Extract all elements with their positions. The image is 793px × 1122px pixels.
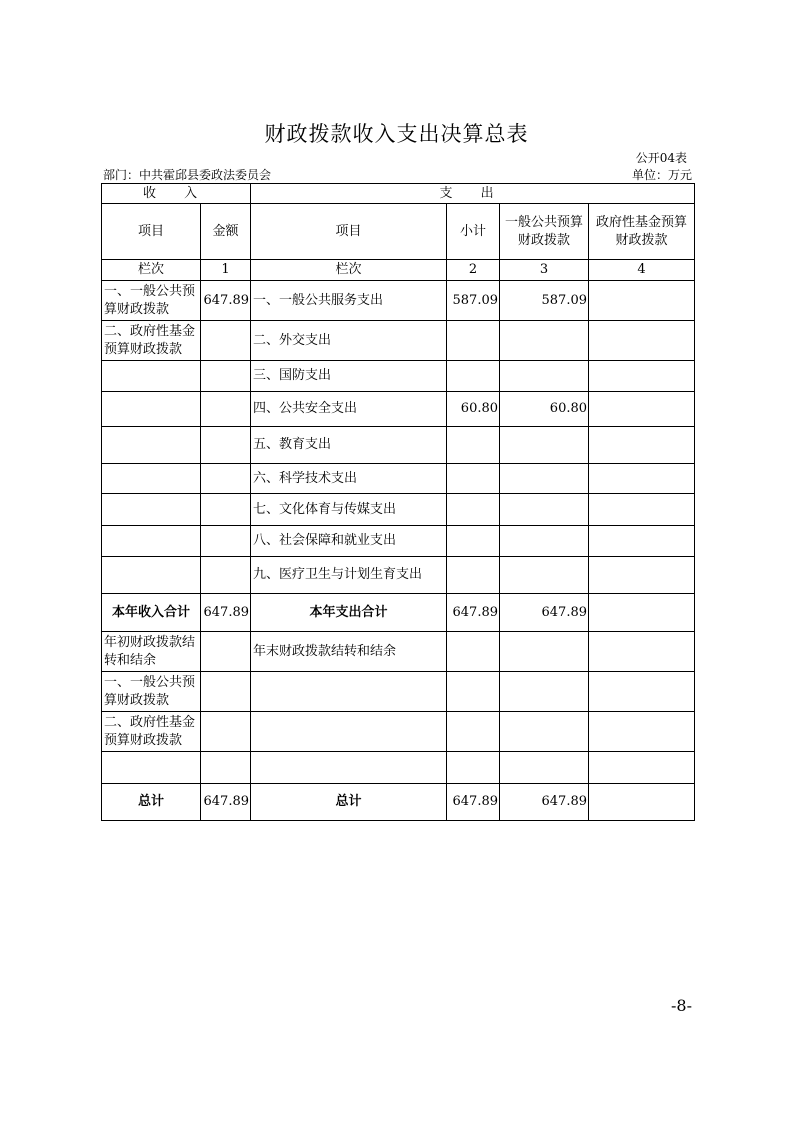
- general-budget-value: [500, 427, 589, 464]
- carry-income-item: 二、政府性基金预算财政拨款: [102, 712, 201, 752]
- opening-carry-label: 年初财政拨款结转和结余: [102, 632, 201, 672]
- fund-budget-value: [589, 392, 695, 427]
- income-item: [102, 427, 201, 464]
- general-budget-header: 一般公共预算财政拨款: [500, 204, 589, 260]
- grand-income-total-label: 总计: [102, 784, 201, 821]
- income-amount: [201, 494, 251, 526]
- table-row: [102, 281, 695, 321]
- col-index-1: 1: [201, 260, 251, 281]
- expense-item: 三、国防支出: [251, 361, 447, 392]
- subtotal-value: [447, 557, 500, 594]
- income-item-header: 项目: [102, 204, 201, 260]
- section-header-row: [102, 184, 695, 204]
- col-index-label: 栏次: [102, 260, 201, 281]
- income-item: [102, 392, 201, 427]
- income-item: 一、一般公共预算财政拨款: [102, 281, 201, 321]
- annual-general-value: 647.89: [500, 594, 589, 632]
- grand-general-value: 647.89: [500, 784, 589, 821]
- closing-subtotal-value: [447, 632, 500, 672]
- col-index-2: 2: [447, 260, 500, 281]
- fund-budget-value: [589, 427, 695, 464]
- annual-total-row: [102, 594, 695, 632]
- table-row: [102, 392, 695, 427]
- fund-budget-value: [589, 494, 695, 526]
- income-amount: [201, 526, 251, 557]
- subtotal-value: 60.80: [447, 392, 500, 427]
- grand-expense-total-label: 总计: [251, 784, 447, 821]
- expense-item: 九、医疗卫生与计划生育支出: [251, 557, 447, 594]
- general-budget-value: 60.80: [500, 392, 589, 427]
- subtotal-value: [447, 464, 500, 494]
- general-budget-value: [500, 321, 589, 361]
- table-row: [102, 427, 695, 464]
- income-header: 收 入: [102, 184, 251, 204]
- income-amount-header: 金额: [201, 204, 251, 260]
- annual-subtotal-value: 647.89: [447, 594, 500, 632]
- carry-detail-row: [102, 672, 695, 712]
- income-amount: [201, 321, 251, 361]
- general-budget-value: [500, 526, 589, 557]
- expense-item: 一、一般公共服务支出: [251, 281, 447, 321]
- form-number: 公开04表: [635, 151, 687, 165]
- income-amount: 647.89: [201, 281, 251, 321]
- opening-carry-value: [201, 632, 251, 672]
- income-amount: [201, 464, 251, 494]
- column-header-row: [102, 204, 695, 260]
- carry-over-row: [102, 632, 695, 672]
- grand-subtotal-value: 647.89: [447, 784, 500, 821]
- carry-income-item: 一、一般公共预算财政拨款: [102, 672, 201, 712]
- expense-item-header: 项目: [251, 204, 447, 260]
- table-row: [102, 494, 695, 526]
- annual-fund-value: [589, 594, 695, 632]
- fund-budget-value: [589, 281, 695, 321]
- annual-income-total-label: 本年收入合计: [102, 594, 201, 632]
- income-amount: [201, 361, 251, 392]
- empty-row: [102, 752, 695, 784]
- general-budget-value: [500, 464, 589, 494]
- annual-income-total-value: 647.89: [201, 594, 251, 632]
- income-amount: [201, 557, 251, 594]
- income-item: 二、政府性基金预算财政拨款: [102, 321, 201, 361]
- closing-fund-value: [589, 632, 695, 672]
- fund-budget-value: [589, 321, 695, 361]
- general-budget-value: [500, 557, 589, 594]
- table-row: [102, 321, 695, 361]
- income-item: [102, 557, 201, 594]
- expense-item: 七、文化体育与传媒支出: [251, 494, 447, 526]
- expense-item: 二、外交支出: [251, 321, 447, 361]
- fund-budget-value: [589, 361, 695, 392]
- annual-expense-total-label: 本年支出合计: [251, 594, 447, 632]
- subtotal-value: [447, 427, 500, 464]
- unit-label: 单位：万元: [631, 168, 692, 182]
- column-index-row: [102, 260, 695, 281]
- income-item: [102, 464, 201, 494]
- col-index-label-2: 栏次: [251, 260, 447, 281]
- subtotal-header: 小计: [447, 204, 500, 260]
- page-number: -8-: [671, 996, 692, 1015]
- closing-general-value: [500, 632, 589, 672]
- page-title: 财政拨款收入支出决算总表: [264, 122, 529, 146]
- income-item: [102, 361, 201, 392]
- grand-total-row: [102, 784, 695, 821]
- table-row: [102, 361, 695, 392]
- income-amount: [201, 392, 251, 427]
- budget-table: [101, 183, 695, 821]
- fund-budget-value: [589, 464, 695, 494]
- fund-budget-value: [589, 557, 695, 594]
- expense-item: 五、教育支出: [251, 427, 447, 464]
- closing-carry-label: 年末财政拨款结转和结余: [251, 632, 447, 672]
- table-row: [102, 557, 695, 594]
- income-item: [102, 494, 201, 526]
- grand-income-total-value: 647.89: [201, 784, 251, 821]
- expense-item: 六、科学技术支出: [251, 464, 447, 494]
- expense-item: 八、社会保障和就业支出: [251, 526, 447, 557]
- col-index-3: 3: [500, 260, 589, 281]
- income-amount: [201, 427, 251, 464]
- col-index-4: 4: [589, 260, 695, 281]
- subtotal-value: [447, 321, 500, 361]
- department-label: 部门：中共霍邱县委政法委员会: [103, 168, 272, 182]
- general-budget-value: 587.09: [500, 281, 589, 321]
- fund-budget-value: [589, 526, 695, 557]
- subtotal-value: 587.09: [447, 281, 500, 321]
- subtotal-value: [447, 494, 500, 526]
- table-row: [102, 526, 695, 557]
- subtotal-value: [447, 361, 500, 392]
- expense-header: 支 出: [251, 184, 695, 204]
- general-budget-value: [500, 361, 589, 392]
- table-row: [102, 464, 695, 494]
- grand-fund-value: [589, 784, 695, 821]
- fund-budget-header: 政府性基金预算财政拨款: [589, 204, 695, 260]
- general-budget-value: [500, 494, 589, 526]
- subtotal-value: [447, 526, 500, 557]
- expense-item: 四、公共安全支出: [251, 392, 447, 427]
- carry-detail-row: [102, 712, 695, 752]
- income-item: [102, 526, 201, 557]
